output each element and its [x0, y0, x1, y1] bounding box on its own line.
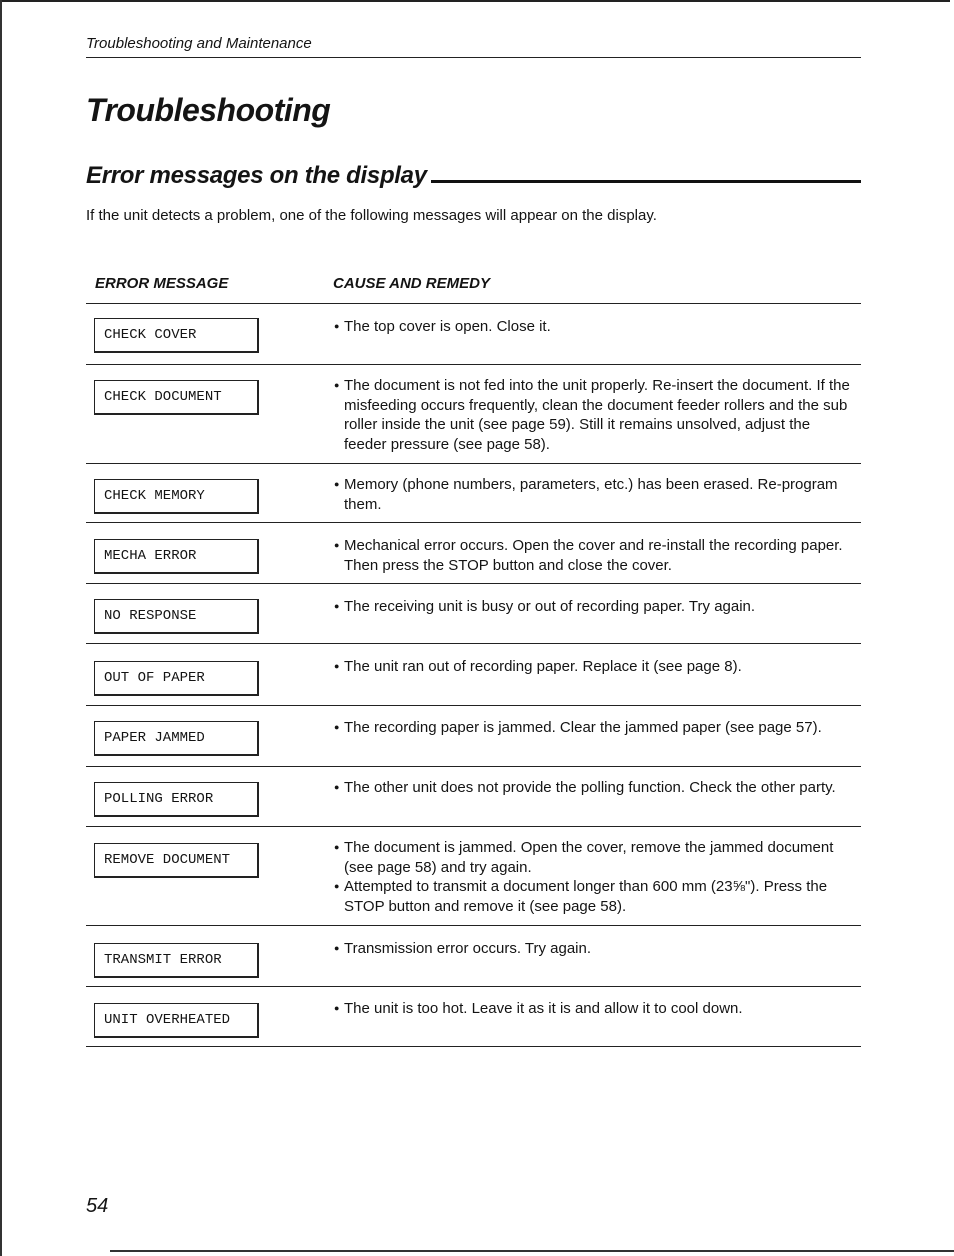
display-message-check-document: CHECK DOCUMENT [94, 380, 259, 415]
remedy-no-response [334, 597, 854, 617]
remedy-item: ● The other unit does not provide the polling function. Check the other party. [334, 778, 854, 798]
remedy-item: ● The receiving unit is busy or out of recording paper. Try again. [334, 597, 854, 617]
intro-paragraph: If the unit detects a problem, one of the following messages will appear on the display. [86, 207, 657, 224]
remedy-item: ● The top cover is open. Close it. [334, 317, 854, 337]
page-title: Troubleshooting [86, 92, 331, 128]
remedy-item: ● The recording paper is jammed. Clear the jammed paper (see page 57). [334, 718, 854, 738]
section-title: Error messages on the display [86, 162, 427, 189]
display-message-polling-error: POLLING ERROR [94, 782, 259, 817]
remedy-paper-jammed [334, 718, 854, 738]
page-number: 54 [86, 1195, 109, 1217]
remedy-item: ● Attempted to transmit a document longer than 600 mm (23⅝"). Press the STOP button and remove it (see page 58). [334, 877, 854, 916]
remedy-transmit-error [334, 939, 854, 959]
section-rule [431, 180, 861, 183]
row-divider [86, 986, 861, 987]
row-divider [86, 522, 861, 523]
running-header: Troubleshooting and Maintenance [86, 35, 312, 52]
remedy-unit-overheated [334, 999, 854, 1019]
display-message-check-cover: CHECK COVER [94, 318, 259, 353]
column-header-cause-remedy: CAUSE AND REMEDY [333, 275, 490, 292]
remedy-item: ● The document is jammed. Open the cover, remove the jammed document (see page 58) and try again. [334, 838, 854, 877]
row-divider [86, 583, 861, 584]
remedy-item: ● The unit is too hot. Leave it as it is and allow it to cool down. [334, 999, 854, 1019]
row-divider [86, 364, 861, 365]
row-divider [86, 1046, 861, 1047]
display-message-out-of-paper: OUT OF PAPER [94, 661, 259, 696]
remedy-item: ● Memory (phone numbers, parameters, etc.) has been erased. Re-program them. [334, 475, 854, 514]
scan-edge-bottom [110, 1250, 954, 1252]
remedy-polling-error [334, 778, 854, 798]
display-message-paper-jammed: PAPER JAMMED [94, 721, 259, 756]
display-message-mecha-error: MECHA ERROR [94, 539, 259, 574]
header-rule [86, 57, 861, 58]
row-divider [86, 766, 861, 767]
row-divider [86, 826, 861, 827]
scan-edge-left [0, 0, 2, 1256]
remedy-check-document [334, 376, 854, 454]
row-divider [86, 705, 861, 706]
section-heading [86, 158, 861, 190]
remedy-item: ● Mechanical error occurs. Open the cover and re-install the recording paper. Then press the STOP button and close the cover. [334, 536, 854, 575]
remedy-item: ● Transmission error occurs. Try again. [334, 939, 854, 959]
remedy-remove-document [334, 838, 854, 916]
remedy-mecha-error [334, 536, 854, 575]
remedy-check-memory [334, 475, 854, 514]
row-divider [86, 925, 861, 926]
remedy-check-cover [334, 317, 854, 337]
display-message-check-memory: CHECK MEMORY [94, 479, 259, 514]
row-divider [86, 463, 861, 464]
display-message-unit-overheated: UNIT OVERHEATED [94, 1003, 259, 1038]
remedy-item: ● The unit ran out of recording paper. Replace it (see page 8). [334, 657, 854, 677]
remedy-item: ● The document is not fed into the unit properly. Re-insert the document. If the misfeeding occurs frequently, clean the document feeder rollers and the sub roller inside the unit (see page 59). Still it remains unsolved, adjust the feeder pressure (see page 58). [334, 376, 854, 454]
display-message-transmit-error: TRANSMIT ERROR [94, 943, 259, 978]
remedy-out-of-paper [334, 657, 854, 677]
scan-edge-top [0, 0, 950, 2]
display-message-remove-document: REMOVE DOCUMENT [94, 843, 259, 878]
row-divider [86, 303, 861, 304]
display-message-no-response: NO RESPONSE [94, 599, 259, 634]
row-divider [86, 643, 861, 644]
column-header-error-message: ERROR MESSAGE [95, 275, 229, 292]
